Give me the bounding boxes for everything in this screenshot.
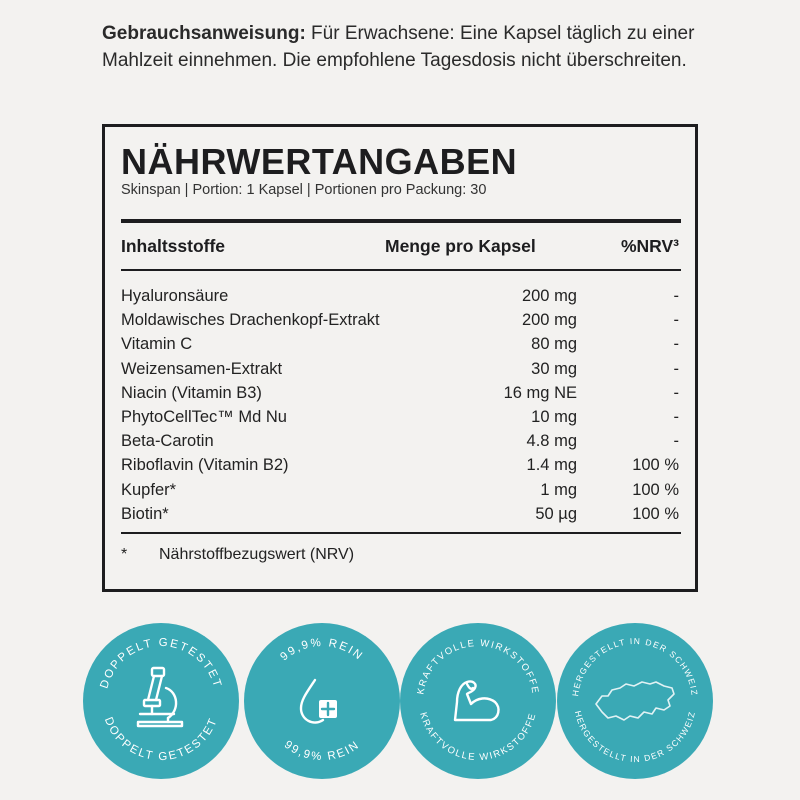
- table-row: [121, 505, 679, 529]
- ingredient-amount: 4.8 mg: [526, 432, 577, 451]
- badge-bottom-text: 99,9% REIN: [281, 738, 363, 764]
- badge-top-text: HERGESTELLT IN DER SCHWEIZ: [570, 635, 700, 697]
- footnote-symbol: *: [121, 546, 128, 563]
- badge-purity: [243, 622, 401, 780]
- footnote: [121, 546, 354, 564]
- ingredient-amount: 1 mg: [540, 480, 577, 499]
- ingredient-name: PhytoCellTec™ Md Nu: [121, 407, 287, 426]
- header-bottom-rule: [121, 269, 681, 271]
- table-row: [121, 408, 679, 432]
- badge-circle: [243, 622, 401, 780]
- table-row: [121, 432, 679, 456]
- ingredient-nrv: -: [673, 335, 679, 354]
- ingredient-nrv: -: [673, 432, 679, 451]
- usage-text: Für Erwachsene: Eine Kapsel täglich zu einer Mahlzeit einnehmen. Die empfohlene Tagesdosis nicht überschreiten.: [102, 23, 695, 71]
- badge-circle: [556, 622, 714, 780]
- header-ingredient: Inhaltsstoffe: [121, 236, 226, 256]
- badge-bottom-text: KRAFTVOLLE WIRKSTOFFE: [417, 711, 539, 764]
- table-row: [121, 311, 679, 335]
- ingredient-name: Biotin*: [121, 504, 169, 523]
- badge-row: [0, 622, 800, 782]
- ingredient-name: Vitamin C: [121, 335, 193, 354]
- usage-instructions: [102, 20, 702, 74]
- ingredient-nrv: -: [673, 287, 679, 305]
- panel-title: NÄHRWERTANGABEN: [121, 141, 518, 182]
- ingredient-list: [121, 287, 679, 529]
- badge-circle: [399, 622, 557, 780]
- ingredient-name: Riboflavin (Vitamin B2): [121, 456, 289, 475]
- ingredient-amount: 1.4 mg: [526, 456, 577, 475]
- ingredient-nrv: 100 %: [632, 456, 679, 475]
- header-amount: Menge pro Kapsel: [385, 236, 536, 256]
- badge-top-text: KRAFTVOLLE WIRKSTOFFE: [415, 637, 541, 696]
- ingredient-nrv: -: [673, 359, 679, 378]
- footnote-text: Nährstoffbezugswert (NRV): [159, 546, 355, 563]
- header-nrv: %NRV³: [620, 236, 679, 256]
- ingredient-amount: 10 mg: [531, 407, 577, 426]
- ingredient-name: Hyaluronsäure: [121, 287, 229, 305]
- table-row: [121, 456, 679, 480]
- badge-circle: [82, 622, 240, 780]
- ingredient-nrv: -: [673, 311, 679, 330]
- ingredient-amount: 200 mg: [521, 287, 577, 305]
- ingredient-nrv: 100 %: [632, 504, 679, 523]
- ingredient-name: Niacin (Vitamin B3): [121, 383, 262, 402]
- footer-rule: [121, 532, 681, 534]
- ingredient-amount: 16 mg NE: [503, 383, 577, 402]
- table-row: [121, 384, 679, 408]
- panel-subtitle: Skinspan | Portion: 1 Kapsel | Portionen pro Packung: 30: [121, 182, 487, 198]
- badge-bottom-text: HERGESTELLT IN DER SCHWEIZ: [572, 709, 698, 765]
- ingredient-amount: 30 mg: [531, 359, 577, 378]
- ingredient-name: Moldawisches Drachenkopf-Extrakt: [121, 311, 380, 330]
- badge-top-text: DOPPELT GETESTET: [98, 636, 224, 691]
- usage-label: Gebrauchsanweisung:: [102, 23, 306, 44]
- ingredient-amount: 50 µg: [535, 504, 577, 523]
- table-row: [121, 481, 679, 505]
- ingredient-name: Weizensamen-Extrakt: [121, 359, 283, 378]
- badge-made-in-switzerland: [556, 622, 714, 780]
- ingredient-name: Kupfer*: [121, 480, 177, 499]
- ingredient-nrv: -: [673, 383, 679, 402]
- badge-top-text: 99,9% REIN: [278, 636, 366, 664]
- table-row: [121, 360, 679, 384]
- ingredient-nrv: -: [673, 407, 679, 426]
- badge-bottom-text: DOPPELT GETESTET: [101, 715, 221, 764]
- table-row: [121, 335, 679, 359]
- ingredient-amount: 80 mg: [531, 335, 577, 354]
- nutrition-facts-panel: [102, 124, 698, 592]
- badge-powerful-ingredients: [399, 622, 557, 780]
- ingredient-name: Beta-Carotin: [121, 432, 214, 451]
- table-row: [121, 287, 679, 311]
- badge-double-tested: [82, 622, 240, 780]
- ingredient-nrv: 100 %: [632, 480, 679, 499]
- header-top-rule: [121, 219, 681, 223]
- ingredient-amount: 200 mg: [521, 311, 577, 330]
